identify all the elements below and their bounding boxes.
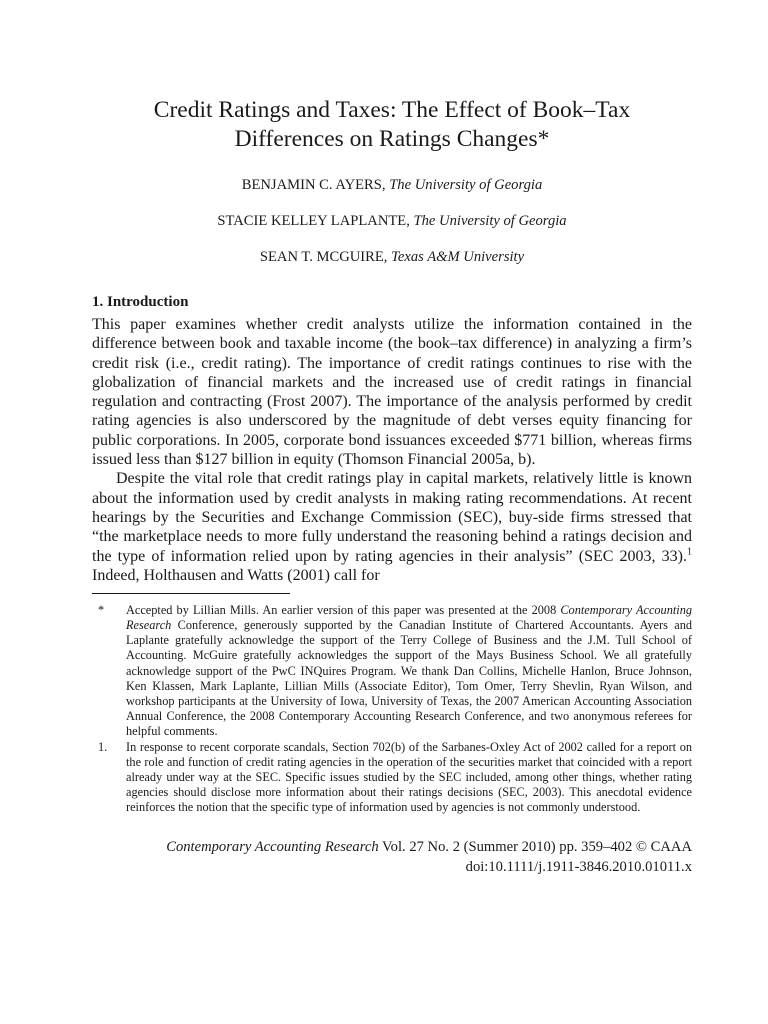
author-name: BENJAMIN C. AYERS, xyxy=(241,177,386,193)
journal-name: Contemporary Accounting Research xyxy=(166,839,379,856)
author-ayers xyxy=(92,176,692,194)
body-text xyxy=(92,315,692,585)
section-heading: 1. Introduction xyxy=(92,294,189,310)
footnote-text-part: Accepted by Lillian Mills. An earlier version of this paper was presented at the 2008 xyxy=(126,603,561,618)
footnote-1 xyxy=(92,740,692,815)
footnote-text xyxy=(126,603,692,739)
paper-page xyxy=(92,96,692,877)
paragraph-1: This paper examines whether credit analysts utilize the information contained in the difference between book and taxable income (the book–tax difference) in analyzing a firm’s credit risk (i.e., credit rating). The importance of credit ratings continues to rise with the globalization of financial markets and the increased use of credit ratings in financial regulation and contracting (Frost 2007). The importance of the analysis performed by credit rating agencies is also underscored by the magnitude of debt verses equity financing for public corporations. In 2005, corporate bond issuances exceeded $771 billion, whereas firms issued less than $127 billion in equity (Thomson Financial 2005a, b). xyxy=(92,316,692,469)
author-name: STACIE KELLEY LAPLANTE, xyxy=(217,213,410,229)
journal-details: Vol. 27 No. 2 (Summer 2010) pp. 359–402 © CAAA xyxy=(378,839,692,856)
footnote-text-part: Conference, generously supported by the Canadian Institute of Chartered Accountants. Ayers and Laplante gratefully acknowledge the support of the Terry College of Business and the J.M. Tull School of Accounting. McGuire gratefully acknowledges the support of the Mays Business School. We all gratefully acknowledge support of the PwC INQuires Program. We thank Dan Collins, Michelle Hanlon, Bruce Johnson, Ken Klassen, Mark Laplante, Lillian Mills (Associate Editor), Tom Omer, Terry Shevlin, Ryan Wilson, and workshop participants at the University of Iowa, University of Texas, the 2007 American Accounting Association Annual Conference, the 2008 Contemporary Accounting Research Conference, and two anonymous referees for helpful comments. xyxy=(126,618,692,738)
footnote-text: In response to recent corporate scandals, Section 702(b) of the Sarbanes-Oxley Act of 2002 called for a report on the role and function of credit rating agencies in the operation of the securities market that coincided with a report already under way at the SEC. Specific issues studied by the SEC included, among other things, whether rating agencies should disclose more information about their ratings decisions (SEC, 2003). This anecdotal evidence reinforces the notion that the specific type of information used by agencies is not commonly understood. xyxy=(126,740,692,815)
journal-line xyxy=(92,837,692,857)
title-line-1: Credit Ratings and Taxes: The Effect of Book–Tax xyxy=(153,97,631,123)
footnote-mark: 1. xyxy=(98,740,108,754)
journal-citation xyxy=(92,837,692,877)
paper-title xyxy=(92,96,692,154)
paragraph-2 xyxy=(92,469,692,585)
doi[interactable]: doi:10.1111/j.1911-3846.2010.01011.x xyxy=(465,859,692,876)
author-mcguire xyxy=(92,248,692,266)
footnote-star xyxy=(92,603,692,739)
author-affiliation: The University of Georgia xyxy=(389,177,543,193)
author-affiliation: The University of Georgia xyxy=(413,213,567,229)
title-line-2: Differences on Ratings Changes* xyxy=(234,126,550,152)
footnote-ref-1[interactable]: 1 xyxy=(687,546,692,558)
paragraph-2-text: Despite the vital role that credit ratings play in capital markets, relatively little is known about the information used by credit analysts in making rating recommendations. At recent hearings by the Securities and Exchange Commission (SEC), buy-side firms stressed that “the marketplace needs to more fully understand the reasoning behind a ratings decision and the type of information relied upon by rating agencies in their analysis” (SEC 2003, 33). xyxy=(92,470,692,565)
footnote-mark: * xyxy=(98,603,105,618)
author-affiliation: Texas A&M University xyxy=(391,249,525,265)
author-laplante xyxy=(92,212,692,230)
author-name: SEAN T. MCGUIRE, xyxy=(259,249,388,265)
footnote-divider xyxy=(92,593,290,594)
footnote-journal-name: Contemporary Accounting Research xyxy=(126,603,692,633)
paragraph-2-cont: Indeed, Holthausen and Watts (2001) call for xyxy=(92,566,380,584)
